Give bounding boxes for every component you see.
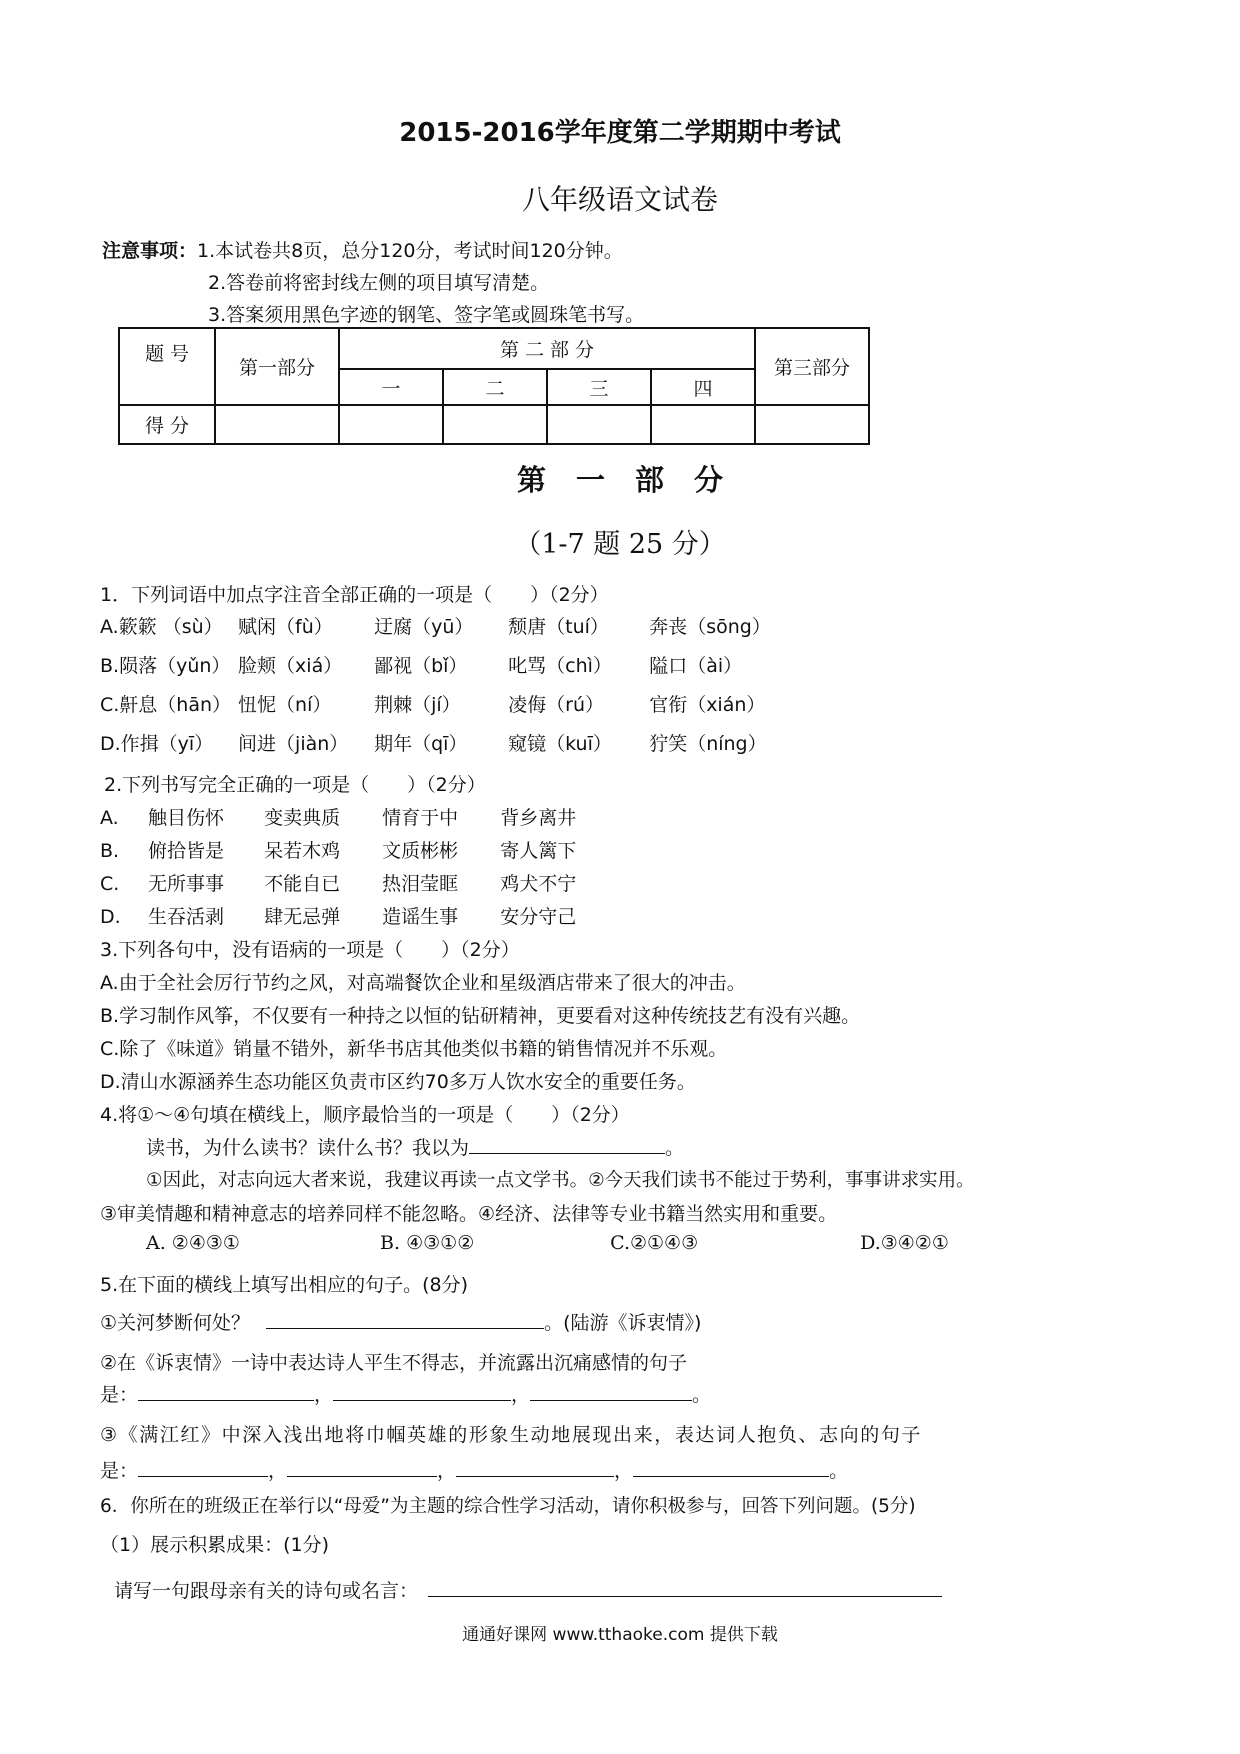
question-2-option-a (100, 803, 576, 830)
section-subtitle: （1-7 题 25 分） (514, 529, 726, 560)
table-header-cell: 二 (443, 369, 547, 406)
score-cell (755, 405, 869, 444)
separator: 。 (692, 1384, 712, 1406)
option-item: 鄙视（bǐ） (374, 655, 468, 677)
question-6-sub-1: （1）展示积累成果：(1分) (100, 1534, 330, 1556)
option-item: 变卖典质 (264, 807, 341, 829)
separator: ， (614, 1460, 634, 1482)
table-header-cell: 题 号 (119, 328, 215, 405)
option-item: 脸颊（xiá） (238, 655, 343, 677)
answer-blank[interactable] (333, 1382, 511, 1401)
question-5-line-3: ③《满江红》中深入浅出地将巾帼英雄的形象生动地展现出来，表达词人抱负、志向的句子 (100, 1424, 923, 1446)
option-item: 不能自已 (264, 873, 341, 895)
option-item: 赋闲（fù） (238, 616, 333, 638)
score-cell (215, 405, 339, 444)
option-letter: A. (100, 807, 119, 829)
prompt-text: 请写一句跟母亲有关的诗句或名言： (114, 1580, 419, 1602)
footer-text: 通通好课网 www.tthaoke.com 提供下载 (462, 1625, 778, 1645)
notice-label: 注意事项： (102, 240, 198, 262)
question-3-option-a: A.由于全社会厉行节约之风，对高端餐饮企业和星级酒店带来了很大的冲击。 (100, 972, 746, 994)
option-item: 叱骂（chì） (508, 655, 612, 677)
table-header-cell: 三 (547, 369, 651, 406)
answer-blank[interactable] (633, 1458, 829, 1477)
notice-item: 3.答案须用黑色字迹的钢笔、签字笔或圆珠笔书写。 (208, 304, 645, 326)
answer-blank[interactable] (456, 1458, 614, 1477)
score-cell (547, 405, 651, 444)
option-item: 颓唐（tuí） (508, 616, 609, 638)
question-2-option-c (100, 869, 576, 896)
option-item: 安分守己 (500, 906, 577, 928)
option-item: 寄人篱下 (500, 840, 577, 862)
question-1-option-a (100, 612, 771, 639)
option-item: 俯拾皆是 (148, 840, 225, 862)
answer-blank[interactable] (530, 1382, 692, 1401)
question-2-option-d (100, 902, 576, 929)
line-lead: ①关河梦断何处？ (100, 1312, 251, 1334)
question-4-stem: 4.将①～④句填在横线上，顺序最恰当的一项是（ ）（2分） (100, 1104, 630, 1126)
question-1-option-d (100, 729, 767, 756)
exam-title: 2015-2016学年度第二学期期中考试 (399, 118, 841, 148)
question-1-option-c (100, 690, 765, 717)
option-item: 情育于中 (382, 807, 459, 829)
separator: ， (314, 1384, 334, 1406)
line-tail: 。(陆游《诉衷情》) (544, 1312, 702, 1334)
question-3-option-d: D.清山水源涵养生态功能区负责市区约70多万人饮水安全的重要任务。 (100, 1071, 696, 1093)
option-item: 文质彬彬 (382, 840, 459, 862)
line-lead: 是： (100, 1384, 139, 1406)
answer-blank[interactable] (469, 1135, 665, 1154)
option-item: 触目伤怀 (148, 807, 225, 829)
answer-blank[interactable] (287, 1458, 437, 1477)
option-item: 窥镜（kuī） (508, 733, 612, 755)
option-item: 官衔（xián） (649, 694, 766, 716)
option-item: 背乡离井 (500, 807, 577, 829)
question-5-stem: 5.在下面的横线上填写出相应的句子。(8分) (100, 1274, 469, 1296)
passage-lead: 读书，为什么读书？读什么书？我以为 (146, 1137, 470, 1159)
notice-line-1 (102, 236, 623, 263)
question-4-passage (146, 1133, 684, 1160)
answer-blank[interactable] (266, 1310, 544, 1329)
option-item: 生吞活剥 (148, 906, 225, 928)
option-item: 呆若木鸡 (264, 840, 341, 862)
option-item: 荆棘（jí） (374, 694, 461, 716)
separator: ， (268, 1460, 288, 1482)
question-5-line-2b (100, 1380, 711, 1407)
table-header-cell: 第 二 部 分 (339, 328, 755, 369)
separator: 。 (829, 1460, 849, 1482)
option-letter: C. (100, 873, 120, 895)
option-item: 忸怩（ní） (238, 694, 332, 716)
question-5-line-3b (100, 1456, 848, 1483)
option-item: 鸡犬不宁 (500, 873, 577, 895)
option-item: 奔丧（sōng） (649, 616, 771, 638)
option-item: 期年（qī） (374, 733, 468, 755)
passage-end: 。 (665, 1137, 685, 1159)
question-5-line-1 (100, 1308, 701, 1335)
table-header-cell: 第一部分 (215, 328, 339, 405)
table-header-cell: 一 (339, 369, 443, 406)
score-cell (339, 405, 443, 444)
answer-blank[interactable] (138, 1458, 268, 1477)
separator: ， (511, 1384, 531, 1406)
option-item: 间进（jiàn） (238, 733, 349, 755)
option-item: C.鼾息（hān） (100, 694, 232, 716)
question-2-stem: 2.下列书写完全正确的一项是（ ）（2分） (104, 774, 486, 796)
question-3-stem: 3.下列各句中，没有语病的一项是（ ）（2分） (100, 939, 520, 961)
question-1-option-b (100, 651, 742, 678)
score-cell (651, 405, 755, 444)
question-3-option-b: B.学习制作风筝，不仅要有一种持之以恒的钻研精神，更要看对这种传统技艺有没有兴趣。 (100, 1005, 861, 1027)
notice-item: 1.本试卷共8页，总分120分，考试时间120分钟。 (197, 240, 623, 262)
question-2-option-b (100, 836, 576, 863)
question-6-prompt (114, 1576, 942, 1603)
option-item: 凌侮（rú） (508, 694, 604, 716)
option-item: 隘口（ài） (649, 655, 743, 677)
score-table (118, 327, 870, 445)
score-cell (443, 405, 547, 444)
option-item: 迂腐（yū） (374, 616, 474, 638)
table-header-cell: 四 (651, 369, 755, 406)
option-item: 无所事事 (148, 873, 225, 895)
option-item: 热泪莹眶 (382, 873, 459, 895)
question-5-line-2: ②在《诉衷情》一诗中表达诗人平生不得志，并流露出沉痛感情的句子 (100, 1352, 688, 1374)
line-lead: 是： (100, 1460, 139, 1482)
question-4-line-3: ③审美情趣和精神意志的培养同样不能忽略。④经济、法律等专业书籍当然实用和重要。 (100, 1203, 838, 1225)
answer-blank[interactable] (138, 1382, 314, 1401)
separator: ， (437, 1460, 457, 1482)
table-header-cell: 第三部分 (755, 328, 869, 405)
option-item: A. ②④③① (146, 1232, 240, 1254)
exam-subtitle: 八年级语文试卷 (521, 183, 718, 216)
question-1-stem: 1．下列词语中加点字注音全部正确的一项是（ ）（2分） (100, 584, 609, 606)
option-item: 造谣生事 (382, 906, 459, 928)
option-item: B. ④③①② (380, 1232, 475, 1254)
option-item: B.陨落（yǔn） (100, 655, 231, 677)
question-3-option-c: C.除了《味道》销量不错外，新华书店其他类似书籍的销售情况并不乐观。 (100, 1038, 728, 1060)
answer-blank[interactable] (428, 1578, 942, 1597)
option-item: 狞笑（níng） (649, 733, 767, 755)
option-letter: D. (100, 906, 121, 928)
option-item: 肆无忌弹 (264, 906, 341, 928)
option-letter: B. (100, 840, 120, 862)
option-item: C.②①④③ (610, 1232, 699, 1254)
question-4-line-2: ①因此，对志向远大者来说，我建议再读一点文学书。②今天我们读书不能过于势利，事事讲求实用。 (146, 1170, 975, 1191)
option-item: D.作揖（yī） (100, 733, 214, 755)
question-4-options (146, 1232, 949, 1254)
section-title: 第一部分 (516, 463, 753, 497)
question-6-stem: 6．你所在的班级正在举行以“母爱”为主题的综合性学习活动，请你积极参与，回答下列问题。(5分) (100, 1496, 916, 1517)
option-item: A.簌簌 （sù） (100, 616, 223, 638)
notice-item: 2.答卷前将密封线左侧的项目填写清楚。 (208, 272, 550, 294)
option-item: D.③④②① (860, 1232, 949, 1254)
table-score-label: 得 分 (119, 405, 215, 444)
